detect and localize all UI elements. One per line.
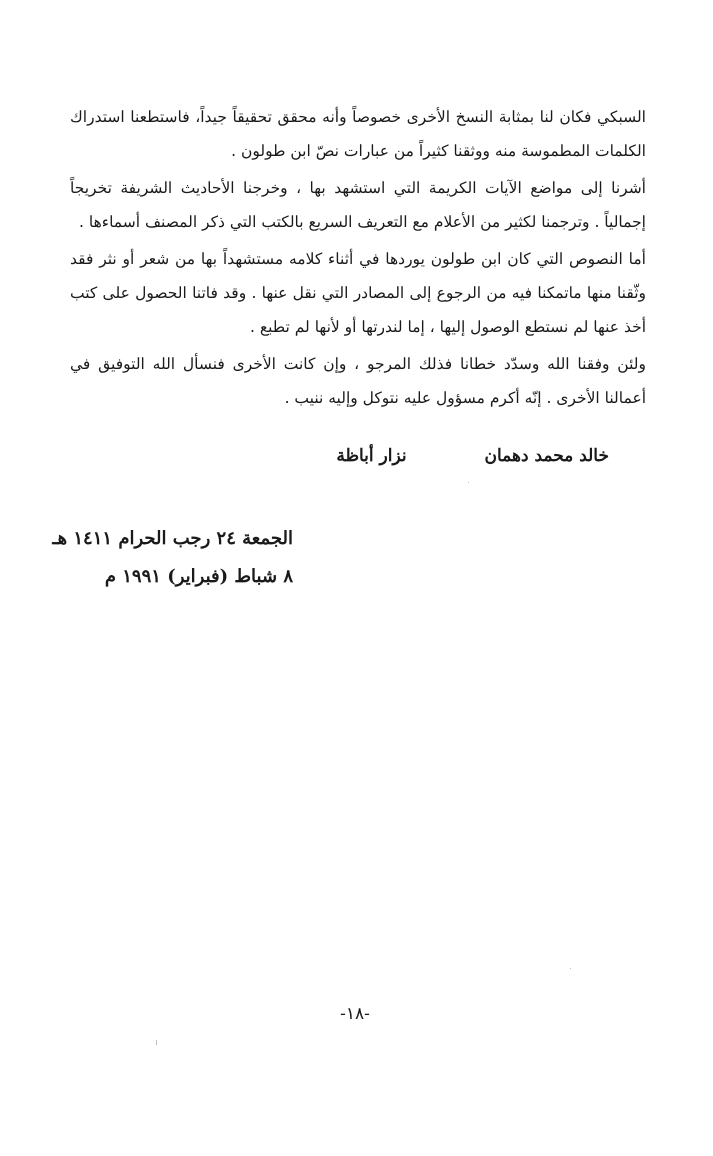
date-block xyxy=(52,520,293,596)
hijri-date: الجمعة ٢٤ رجب الحرام ١٤١١ هـ xyxy=(52,528,293,549)
gregorian-date: ٨ شباط (فبراير) ١٩٩١ م xyxy=(104,566,293,587)
paragraph-quran-hadith: أشرنا إلى مواضع الآيات الكريمة التي استشهد بها ، وخرجنا الأحاديث الشريفة تخريجاً إجمالياً . وترجمنا لكثير من الأعلام مع التعريف السريع بالكتب التي ذكر المصنف أسماءها . xyxy=(70,179,646,231)
page-number: -١٨- xyxy=(340,1004,370,1024)
paragraph-quoted-texts: أما النصوص التي كان ابن طولون يوردها في أثناء كلامه مستشهداً بها من شعر أو نثر فقد وثّقنا منها ماتمكنا فيه من الرجوع إلى المصادر التي نقل عنها . وقد فاتنا الحصول على كتب أخذ عنها لم نستطع الوصول إليها ، إما لندرتها أو لأنها لم تطبع . xyxy=(70,250,646,336)
paragraph-closing-prayer: ولئن وفقنا الله وسدّد خطانا فذلك المرجو ، وإن كانت الأخرى فنسأل الله التوفيق في أعمالنا الأخرى . إنّه أكرم مسؤول عليه نتوكل وإليه ننيب . xyxy=(70,355,646,407)
scan-speck xyxy=(156,1040,157,1045)
paragraph-sources: السبكي فكان لنا بمثابة النسخ الأخرى خصوصاً وأنه محقق تحقيقاً جيداً، فاستطعنا استدراك الكلمات المطموسة منه ووثقنا كثيراً من عبارات نصّ ابن طولون . xyxy=(70,108,646,160)
scan-speck xyxy=(570,968,571,969)
signature-nizar-abaza: نزار أباظة xyxy=(336,446,407,466)
scan-speck xyxy=(468,482,469,483)
signatures xyxy=(336,446,609,466)
signature-khaled-dahman: خالد محمد دهمان xyxy=(484,446,609,466)
main-text xyxy=(70,100,646,418)
